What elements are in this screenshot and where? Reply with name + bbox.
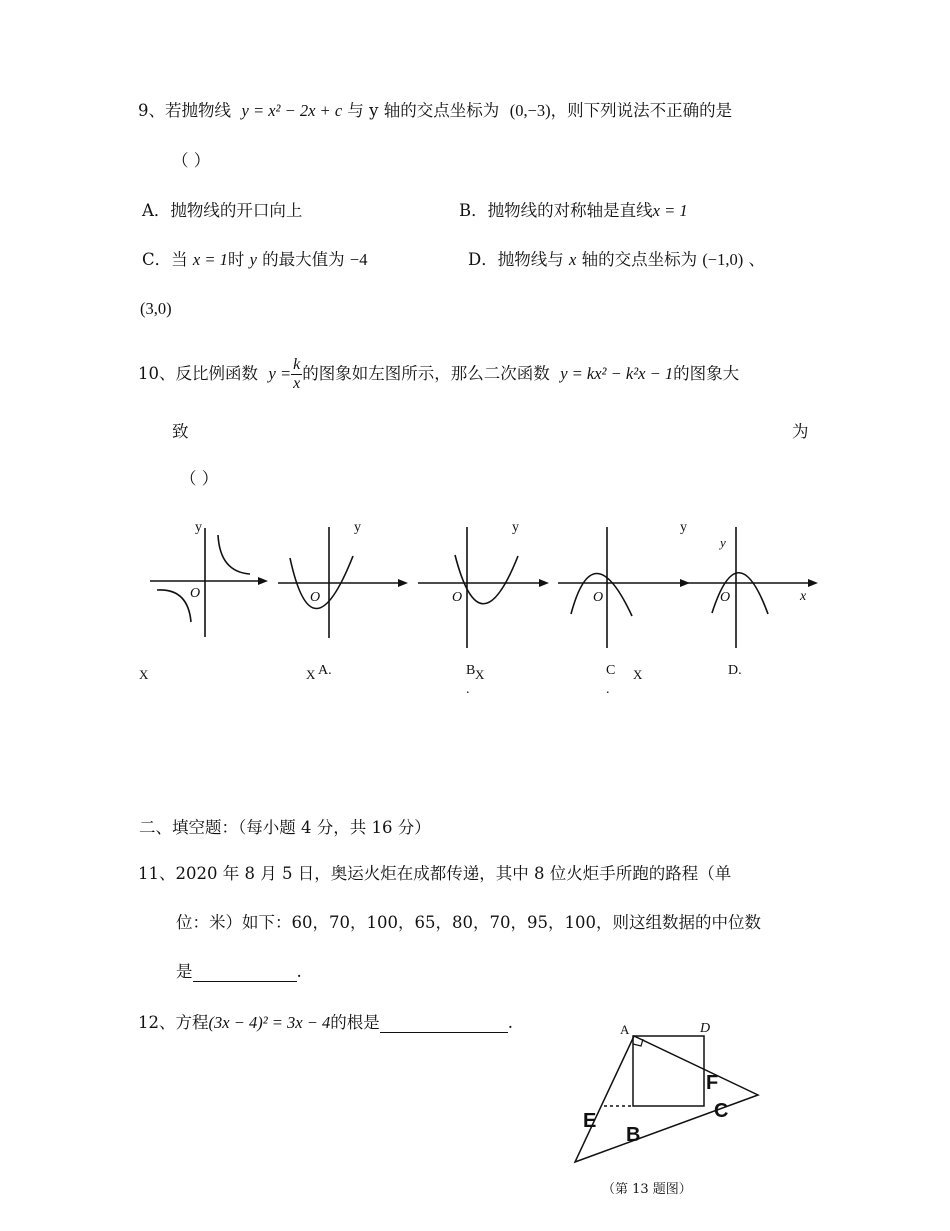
- fig13-label-e: E: [583, 1110, 597, 1132]
- q12-number: 12、: [138, 1013, 176, 1032]
- q11-line1-text: 2020 年 8 月 5 日，奥运火炬在成都传递，其中 8 位火炬手所跑的路程（单: [175, 864, 732, 883]
- q10-text-prefix: 反比例函数: [175, 364, 258, 383]
- fig13-label-b: B: [626, 1124, 641, 1146]
- graph0-y-label: y: [195, 520, 202, 535]
- fig13-caption: （第 13 题图）: [602, 1182, 692, 1197]
- q12-text-pre: 方程: [175, 1013, 209, 1032]
- q11-line3-post: .: [296, 962, 302, 981]
- option-b-label: B: [466, 663, 476, 678]
- grapha-y-label: y: [354, 520, 361, 535]
- fig13-square: [633, 1036, 704, 1106]
- q11-line2: 位：米）如下：60，70，100，65，80，70，95，100，则这组数据的中位数: [176, 913, 761, 932]
- q9-option-d-pt2: (3,0): [140, 299, 172, 318]
- q9-text-prefix: 若抛物线: [165, 101, 231, 120]
- q9-option-c-y: y: [249, 250, 257, 269]
- q9-option-d-x: x: [568, 250, 577, 269]
- graph0-origin: O: [190, 586, 201, 601]
- q9-option-c-mid: 时: [227, 250, 245, 269]
- q9-paren: （ ）: [172, 151, 211, 170]
- q10-word1: 致: [172, 422, 189, 441]
- q12-equation: (3x − 4)² = 3x − 4: [208, 1013, 331, 1032]
- graphc-y-label: y: [680, 520, 687, 535]
- graphc-origin: O: [593, 590, 604, 605]
- fig13-label-c: C: [714, 1100, 729, 1122]
- q9-option-b-eq: x = 1: [652, 201, 688, 220]
- graphc-x-cap: X: [633, 667, 643, 682]
- q9-number: 9、: [138, 101, 165, 120]
- q9-option-d-pt1: (−1,0): [702, 250, 744, 269]
- graphd-x-label: x: [800, 589, 807, 604]
- option-d-label: D.: [728, 663, 742, 678]
- graphb-origin: O: [452, 590, 463, 605]
- q9-point: (0,−3): [509, 101, 551, 120]
- q9-option-d-mid: 轴的交点坐标为: [581, 250, 698, 269]
- q9-option-c-eq: x = 1: [192, 250, 228, 269]
- graphb-y-label: y: [512, 520, 519, 535]
- graphb-x-cap: X: [475, 667, 485, 682]
- q10-number: 10、: [138, 364, 176, 383]
- q11-number: 11、: [138, 864, 176, 883]
- q10-eq-y: y =: [268, 364, 292, 383]
- option-b-dot: .: [466, 682, 470, 697]
- q10-text-suffix: 的图象大: [673, 364, 740, 383]
- q9-equation: y = x² − 2x + c: [241, 101, 343, 120]
- section2-title: 二、填空题：（每小题 4 分，共 16 分）: [139, 818, 431, 837]
- q9-option-c-val: −4: [349, 250, 368, 269]
- q10-paren: （ ）: [180, 469, 219, 488]
- q9-text-suffix: ，则下列说法不正确的是: [550, 101, 733, 120]
- graphd-origin: O: [720, 590, 731, 605]
- q9-option-c-post: 的最大值为: [262, 250, 345, 269]
- graphd-y-label: y: [720, 535, 726, 550]
- q12-end: .: [507, 1013, 513, 1032]
- q10-equation: y = kx² − k²x − 1: [560, 364, 674, 383]
- fig13-label-d: D: [700, 1021, 711, 1036]
- grapha-x-cap: X: [306, 667, 316, 682]
- q10-frac-num: k: [293, 356, 301, 373]
- fig13-triangle: [575, 1036, 758, 1162]
- option-c-dot: .: [606, 682, 610, 697]
- graph0-x-cap: X: [139, 667, 149, 682]
- q9-option-a: A．抛物线的开口向上: [142, 201, 303, 220]
- q9-text-mid: 与 y 轴的交点坐标为: [347, 101, 500, 120]
- q10-frac-den: x: [293, 375, 301, 392]
- q9-option-c-pre: C．当: [142, 250, 188, 269]
- q9-option-d-sep: 、: [748, 250, 765, 269]
- q10-word2: 为: [792, 422, 809, 441]
- fig13-label-f: F: [706, 1072, 719, 1094]
- option-a-label: A.: [318, 663, 332, 678]
- q11-line3-pre: 是: [176, 962, 193, 981]
- grapha-origin: O: [310, 590, 321, 605]
- q9-option-d-pre: D．抛物线与: [468, 250, 564, 269]
- q9-option-b-text: B．抛物线的对称轴是直线: [459, 201, 653, 220]
- q10-text-mid: 的图象如左图所示，那么二次函数: [302, 364, 550, 383]
- q12-text-post: 的根是: [330, 1013, 380, 1032]
- option-c-label: C: [606, 663, 616, 678]
- fig13-label-a: A: [620, 1022, 630, 1037]
